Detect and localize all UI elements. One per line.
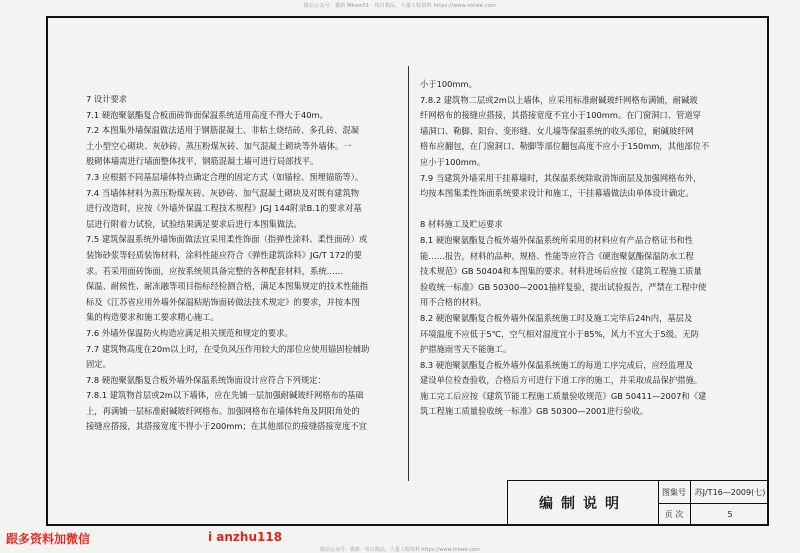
text-line: 保温、耐候性、耐冻融等项目指标经检测合格，满足本图集规定的技术性能指 — [86, 281, 369, 292]
text-line: 均按本图集柔性饰面系统要求设计和施工，干挂幕墙做法由单体设计确定。 — [420, 188, 694, 199]
watermark-text-right: i anzhu118 — [208, 530, 283, 544]
text-line: 筑工程施工质量验收统一标准》GB 50300—2001进行验收。 — [420, 406, 649, 417]
text-line: 7.2 本图集外墙保温做法适用于钢筋混凝土、非粘土烧结砖、多孔砖、混凝 — [86, 125, 360, 136]
text-line: 用不合格的材料。 — [420, 297, 487, 308]
text-line: 7.8.1 建筑物首层或2m以下墙体，应在先铺一层加强耐碱玻纤网格布的基础 — [86, 390, 364, 401]
text-line: 建设单位检查验收，合格后方可进行下道工序的施工，并采取成品保护措施。 — [420, 375, 703, 386]
atlas-number-label: 图集号 — [658, 481, 691, 504]
section-heading: 8 材料施工及贮运要求 — [420, 219, 503, 230]
text-line: 7.4 当墙体材料为蒸压粉煤灰砖、灰砂砖、加气混凝土砌块及对既有建筑物 — [86, 187, 360, 198]
drawing-title: 编制说明 — [508, 481, 659, 525]
text-line: 7.6 外墙外保温防火构造应满足相关规范和规定的要求。 — [86, 327, 293, 338]
text-line: 8.3 硬泡聚氨酯复合板外墙外保温系统施工的每道工序完成后，应经监理及 — [420, 359, 694, 370]
text-line: 施工完工后应按《建筑节能工程施工质量验收规范》GB 50411—2007和《建 — [420, 390, 707, 401]
page-number-label: 页 次 — [658, 504, 691, 525]
text-line: 护措施雨雪天不能施工。 — [420, 344, 512, 355]
text-line: 般砌体墙需进行墙面整体找平，钢筋混凝土墙可进行局部找平。 — [86, 156, 319, 167]
text-line: 技术规范》GB 50404和本图集的要求。材料进场后应按《建筑工程施工质量 — [420, 266, 702, 277]
text-line: 验收统一标准》GB 50300—2001抽样复验，提出试验报告，严禁在工程中使 — [420, 281, 707, 292]
text-line: 层进行附着力试验，试验结果满足要求后进行本图集做法。 — [86, 218, 302, 229]
text-line: 墙洞口、勒脚、阳台、变形缝、女儿墙等保温系统的收头部位，耐碱玻纤网 — [420, 125, 694, 136]
watermark-text-left: 跟多资料加微信 — [6, 532, 91, 546]
text-line: 能……报告，材料的品种、规格、性能等应符合《硬泡聚氨酯保温防水工程 — [420, 250, 694, 261]
text-line: 环境温度不应低于5℃，空气相对湿度宜小于85%，风力不宜大于5级。无防 — [420, 328, 699, 339]
text-line: 进行改造时，应按《外墙外保温工程技术规程》JGJ 144附录B.1的要求对基 — [86, 203, 362, 214]
text-line: 固定。 — [86, 359, 111, 370]
text-line: 7.5 建筑保温系统外墙饰面做法宜采用柔性饰面（指弹性涂料、柔性面砖）或 — [86, 234, 368, 245]
text-line: 7.8.2 建筑物二层或2m以上墙体，应采用标准耐碱玻纤网格布满铺，耐碱玻 — [420, 94, 698, 105]
text-line: 上，再满铺一层标准耐碱玻纤网格布。加强网格布在墙体转角及阴阳角处的 — [86, 405, 360, 416]
text-line: 小于100mm。 — [420, 79, 477, 89]
text-line: 求。若采用面砖饰面，应按系统须具备完整的各种配套材料，系统…… — [86, 265, 344, 276]
header-watermark-note: 微信公众号：微新 Mkwe01 · 每日精品，大量工程资料 https://www.mkwe.com — [303, 3, 497, 9]
column-divider — [408, 66, 409, 481]
text-line: 7.8 硬泡聚氨酯复合板外墙外保温系统饰面设计应符合下列规定： — [86, 374, 326, 385]
text-line: 标及《江苏省应用外墙外保温粘贴饰面砖做法技术规定》的要求，并按本图 — [86, 296, 360, 307]
text-line: 纤网格布的接缝应搭接，其搭接宽度不宜小于100mm。在门窗洞口、管道穿 — [420, 110, 701, 121]
text-line: 8.1 硬泡聚氨酯复合板外墙外保温系统所采用的材料应有产品合格证书和性 — [420, 234, 694, 245]
text-line: 装饰砂浆等轻质装饰材料，涂料性能应符合《弹性建筑涂料》JG/T 172的要 — [86, 249, 362, 260]
atlas-number-value: 苏J/T16—2009(七) — [691, 481, 769, 504]
left-text-column — [86, 92, 406, 435]
text-line: 7.7 建筑物高度在20m以上时，在受负风压作用较大的部位应使用锚固栓辅助 — [86, 343, 370, 354]
page-number-value: 5 — [727, 510, 733, 519]
title-block — [507, 480, 769, 526]
right-text-column — [420, 77, 738, 420]
text-line: 接缝应搭接，其搭接宽度不得小于200mm；在其他部位的接缝搭接宽度不宜 — [86, 421, 367, 432]
footer-watermark-note: 微信公众号：微新 · 每日精品，大量工程资料 https://www.mkwe.com — [320, 547, 480, 553]
text-line: 7.1 硬泡聚氨酯复合板面砖饰面保温系统适用高度不得大于40m。 — [86, 109, 328, 120]
text-line: 8.2 硬泡聚氨酯复合板外墙外保温系统施工时及施工完毕后24h内，基层及 — [420, 312, 693, 323]
text-line: 7.9 当建筑外墙采用干挂幕墙时，其保温系统除取消饰面层及加强网格布外， — [420, 172, 702, 183]
text-line: 集的构造要求和施工要求精心施工。 — [86, 312, 219, 323]
text-line: 格布应翻包，在门窗洞口、勒脚等部位翻包高度不应小于150mm，其他部位不 — [420, 141, 710, 152]
text-line: 7.3 应根据不同基层墙体特点确定合理的固定方式（如锚栓、预埋锚筋等）。 — [86, 171, 364, 182]
section-heading: 7 设计要求 — [86, 94, 128, 104]
text-line: 土小型空心砌块、灰砂砖、蒸压粉煤灰砖、加气混凝土砌块等外墙体。一 — [86, 140, 352, 151]
text-line: 应小于100mm。 — [420, 156, 486, 167]
text-line — [420, 202, 738, 218]
